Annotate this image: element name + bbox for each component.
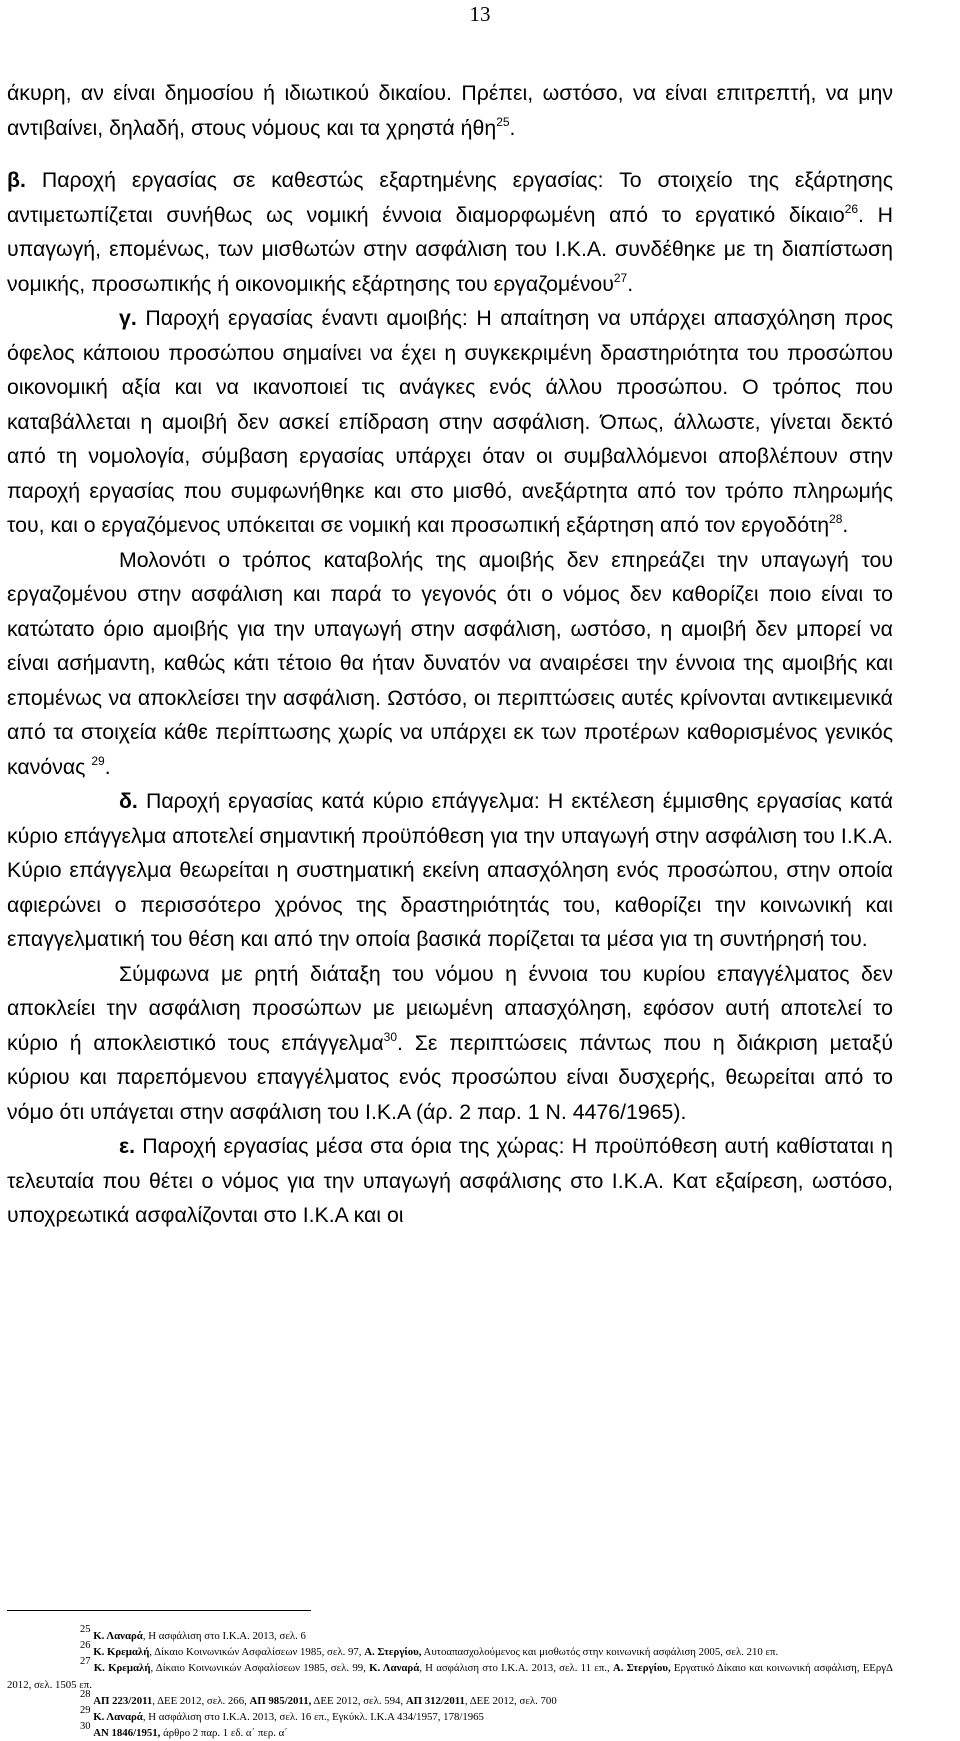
footnote-text: άρθρο 2 παρ. 1 εδ. α΄ περ. α΄ (160, 1727, 288, 1740)
punctuation: . (104, 754, 111, 779)
paragraph-text-continued: . Σε περιπτώσεις πάντως που η διάκριση μεταξύ κύριου και παρεπόμενου επαγγέλματος ενός προσώπου είναι δυσχερής, θεωρείται από το νόμο ότι υπάγεται στην ασφάλιση του Ι.Κ.Α (άρ. 2 παρ. 1 Ν. 4476/1965). (7, 1030, 893, 1124)
punctuation: . (627, 271, 634, 296)
footnote-text: , Δίκαιο Κοινωνικών Ασφαλίσεων 1985, σελ. 97, (149, 1646, 365, 1659)
punctuation: . (509, 115, 516, 140)
footnote-number: 29 (80, 1705, 91, 1717)
paragraph-validity (7, 76, 893, 145)
section-e-text: Παροχή εργασίας μέσα στα όρια της χώρας: Η προϋπόθεση αυτή καθίσταται η τελευταία που θέτει ο νόμος για την υπαγωγή ασφάλισης στο Ι.Κ.Α. Κατ εξαίρεση, ωστόσο, υποχρεωτικά ασφαλίζονται στο Ι.Κ.Α και οι (7, 1134, 893, 1227)
paragraph-molonoti (7, 543, 893, 785)
section-b (7, 163, 893, 301)
footnote-separator (7, 1610, 311, 1611)
footnote-author: ΑΝ 1846/1951, (93, 1727, 161, 1740)
footnote-text: , Η ασφάλιση στο Ι.Κ.Α. 2013, σελ. 16 επ., Εγκύκλ. Ι.Κ.Α 434/1957, 178/1965 (142, 1711, 484, 1724)
footnote-author: Κ. Λαναρά (93, 1630, 143, 1642)
footnote-30 (7, 1721, 893, 1741)
footnote-ref-30: 30 (383, 1029, 397, 1044)
footnote-author: Κ. Κρεμαλή (93, 1646, 150, 1659)
footnotes (7, 1624, 893, 1741)
section-label-e: ε. (119, 1134, 136, 1158)
footnote-ref-28: 28 (829, 512, 843, 526)
footnote-25 (7, 1624, 893, 1644)
section-d (7, 784, 893, 957)
footnote-number: 26 (80, 1640, 91, 1652)
footnote-ref-26: 26 (844, 201, 859, 216)
footnote-author: Κ. Λαναρά (369, 1662, 420, 1675)
page-number: 13 (469, 2, 491, 26)
section-e (7, 1129, 893, 1233)
footnote-text: Αυτοαπασχολούμενος και μισθωτός στην κοινωνική ασφάλιση 2005, σελ. 210 επ. (421, 1646, 779, 1659)
footnote-ref-29: 29 (91, 753, 105, 768)
footnote-text: , Η ασφάλιση στο Ι.Κ.Α. 2013, σελ. 11 επ., (419, 1662, 613, 1675)
footnote-author: Κ. Κρεμαλή (93, 1662, 151, 1675)
section-label-b: β. (7, 168, 26, 192)
footnote-text: ΔΕΕ 2012, σελ. 594, (311, 1694, 406, 1707)
footnote-author: Α. Στεργίου, (364, 1646, 422, 1659)
footnote-number: 25 (80, 1624, 91, 1635)
body-text (7, 76, 893, 1233)
footnote-author: ΑΠ 223/2011 (93, 1694, 153, 1707)
footnote-text: , ΔΕΕ 2012, σελ. 700 (464, 1694, 557, 1707)
footnote-author: ΑΠ 312/2011 (405, 1694, 465, 1707)
punctuation: . (842, 513, 849, 537)
footnote-text: Εργατικό Δίκαιο και κοινωνική ασφάλιση, ΕΕργΔ 2012, σελ. 1505 επ. (7, 1662, 893, 1691)
footnote-number: 30 (80, 1721, 91, 1733)
footnote-text: , Δίκαιο Κοινωνικών Ασφαλίσεων 1985, σελ. 99, (150, 1662, 370, 1675)
footnote-text: , ΔΕΕ 2012, σελ. 266, (152, 1694, 250, 1707)
section-c-text: Παροχή εργασίας έναντι αμοιβής: Η απαίτηση να υπάρχει απασχόληση προς όφελος κάποιου προσώπου σημαίνει να έχει η συγκεκριμένη δραστηριότητα του προσώπου οικονομική αξία και να ικανοποιεί τις ανάγκες ενός άλλου προσώπου. Ο τρόπος που καταβάλλεται η αμοιβή δεν ασκεί επίδραση στην ασφάλιση. Όπως, άλλωστε, γίνεται δεκτό από τη νομολογία, σύμβαση εργασίας υπάρχει όταν οι συμβαλλόμενοι αποβλέπουν στην παροχή εργασίας που συμφωνήθηκε και στο μισθό, ανεξάρτητα από τον τρόπο πληρωμής του, και ο εργαζόμενος υπόκειται σε νομική και προσωπική εξάρτηση από τον εργοδότη (7, 306, 893, 537)
paragraph-symfona (7, 957, 893, 1130)
paragraph-text: Σύμφωνα με ρητή διάταξη του νόμου η έννοια του κυρίου επαγγέλματος δεν αποκλείει την ασφάλιση προσώπων με μειωμένη απασχόληση, εφόσον αυτή αποτελεί το κύριο ή αποκλειστικό τους επάγγελμα (7, 961, 893, 1055)
footnote-28 (7, 1688, 893, 1709)
footnote-author: ΑΠ 985/2011, (249, 1694, 312, 1707)
section-d-text: Παροχή εργασίας κατά κύριο επάγγελμα: Η εκτέλεση έμμισθης εργασίας κατά κύριο επάγγελμα αποτελεί σημαντική προϋπόθεση για την υπαγωγή στην ασφάλιση του Ι.Κ.Α. Κύριο επάγγελμα θεωρείται η συστηματική εκείνη απασχόληση ενός προσώπου, στην οποία αφιερώνει ο περισσότερο χρόνος της δραστηριότητάς του, καθορίζει την κοινωνική και επαγγελματική του θέση και από την οποία βασικά πορίζεται τα μέσα για τη συντήρησή του. (7, 789, 893, 951)
footnote-26 (7, 1640, 893, 1660)
footnote-author: Α. Στεργίου, (612, 1662, 671, 1675)
section-b-text-1: Παροχή εργασίας σε καθεστώς εξαρτημένης εργασίας: Το στοιχείο της εξάρτησης αντιμετωπίζεται συνήθως ως νομική έννοια διαμορφωμένη από το εργατικό δίκαιο (7, 168, 893, 227)
footnote-number: 28 (80, 1688, 91, 1700)
paragraph-text: άκυρη, αν είναι δημοσίου ή ιδιωτικού δικαίου. Πρέπει, ωστόσο, να είναι επιτρεπτή, να μην αντιβαίνει, δηλαδή, στους νόμους και τα χρηστά ήθη (7, 81, 893, 140)
section-label-c: γ. (119, 306, 137, 330)
section-label-d: δ. (119, 789, 138, 813)
footnote-text: , Η ασφάλιση στο Ι.Κ.Α. 2013, σελ. 6 (142, 1630, 306, 1642)
paragraph-text: Μολονότι ο τρόπος καταβολής της αμοιβής δεν επηρεάζει την υπαγωγή του εργαζομένου στην ασφάλιση και παρά το γεγονός ότι ο νόμος δεν καθορίζει ποιο είναι το κατώτατο όριο αμοιβής για την υπαγωγή στην ασφάλιση, ωστόσο, η αμοιβή δεν μπορεί να είναι ασήμαντη, καθώς κάτι τέτοιο θα ήταν δυνατόν να αναιρέσει την έννοια της αμοιβής και επομένως να αποκλείσει την ασφάλιση. Ωστόσο, οι περιπτώσεις αυτές κρίνονται αντικειμενικά από τα στοιχεία κάθε περίπτωσης χωρίς να υπάρχει εκ των προτέρων καθορισμένος γενικός κανόνας (7, 547, 893, 779)
footnote-29 (7, 1705, 893, 1725)
footnote-27 (7, 1656, 893, 1692)
footnote-author: Κ. Λαναρά (93, 1711, 143, 1724)
footnote-number: 27 (80, 1656, 91, 1668)
section-b-text-2: . Η υπαγωγή, επομένως, των μισθωτών στην ασφάλιση του Ι.Κ.Α. συνδέθηκε με τη διαπίστωση νομικής, προσωπικής ή οικονομικής εξάρτησης του εργαζομένου (7, 202, 893, 296)
footnote-ref-25: 25 (496, 114, 510, 129)
section-c (7, 301, 893, 543)
footnote-ref-27: 27 (613, 270, 628, 285)
